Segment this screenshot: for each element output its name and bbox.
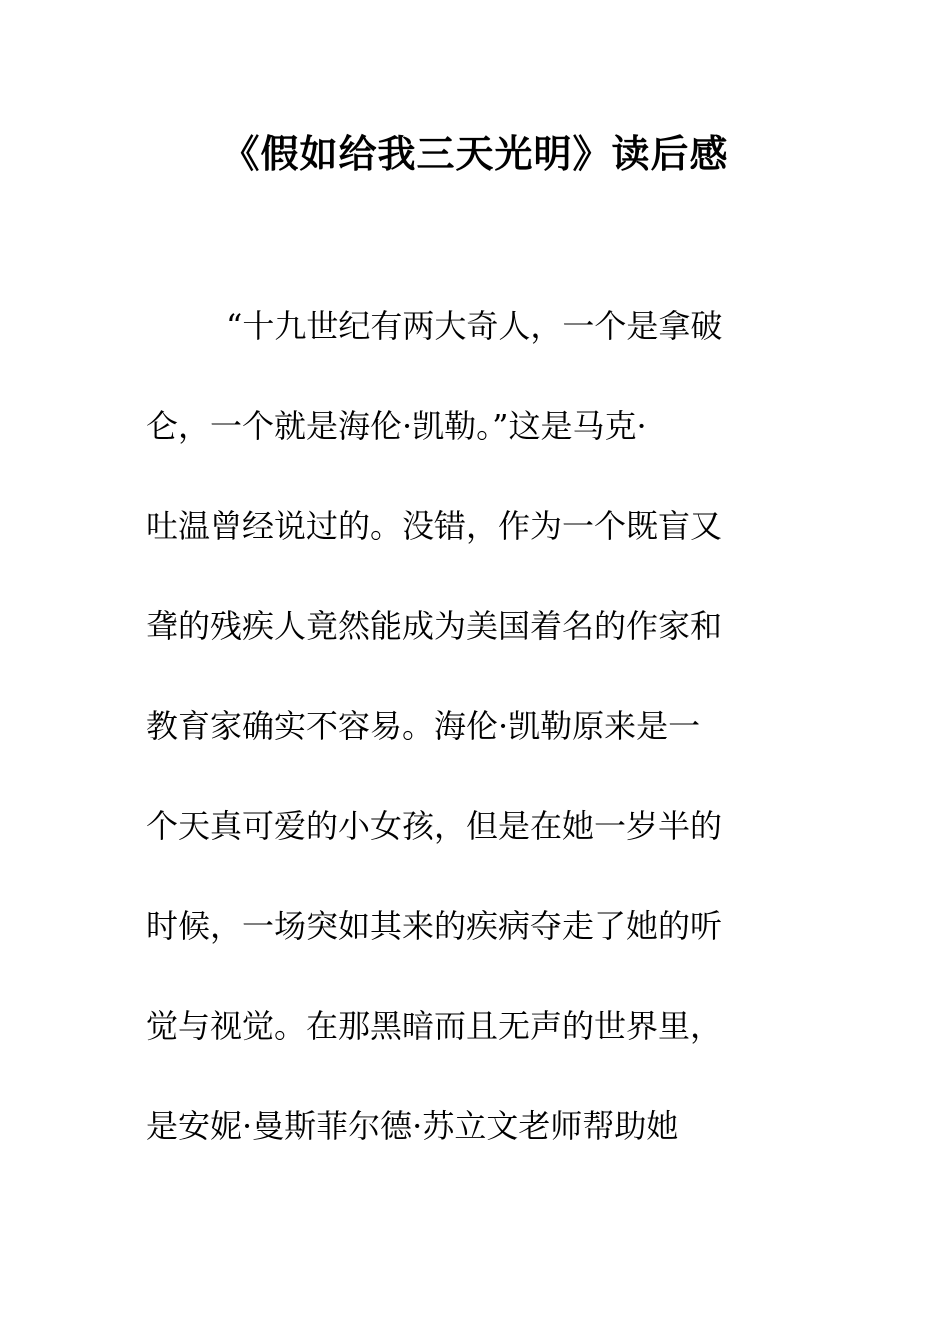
body-line: 仑，一个就是海伦·凯勒。”这是马克· (146, 407, 647, 445)
body-line: 觉与视觉。在那黑暗而且无声的世界里， (146, 1007, 723, 1045)
body-line: 教育家确实不容易。海伦·凯勒原来是一 (146, 707, 701, 745)
body-line: “十九世纪有两大奇人，一个是拿破 (226, 307, 723, 345)
document-body (146, 300, 786, 1200)
body-line: 个天真可爱的小女孩，但是在她一岁半的 (146, 807, 723, 845)
body-line: 聋的残疾人竟然能成为美国着名的作家和 (146, 607, 723, 645)
body-line: 时候，一场突如其来的疾病夺走了她的听 (146, 907, 723, 945)
document-title: 《假如给我三天光明》读后感 (221, 131, 729, 176)
body-line: 是安妮·曼斯菲尔德·苏立文老师帮助她 (146, 1107, 679, 1145)
body-line: 吐温曾经说过的。没错，作为一个既盲又 (146, 507, 723, 545)
